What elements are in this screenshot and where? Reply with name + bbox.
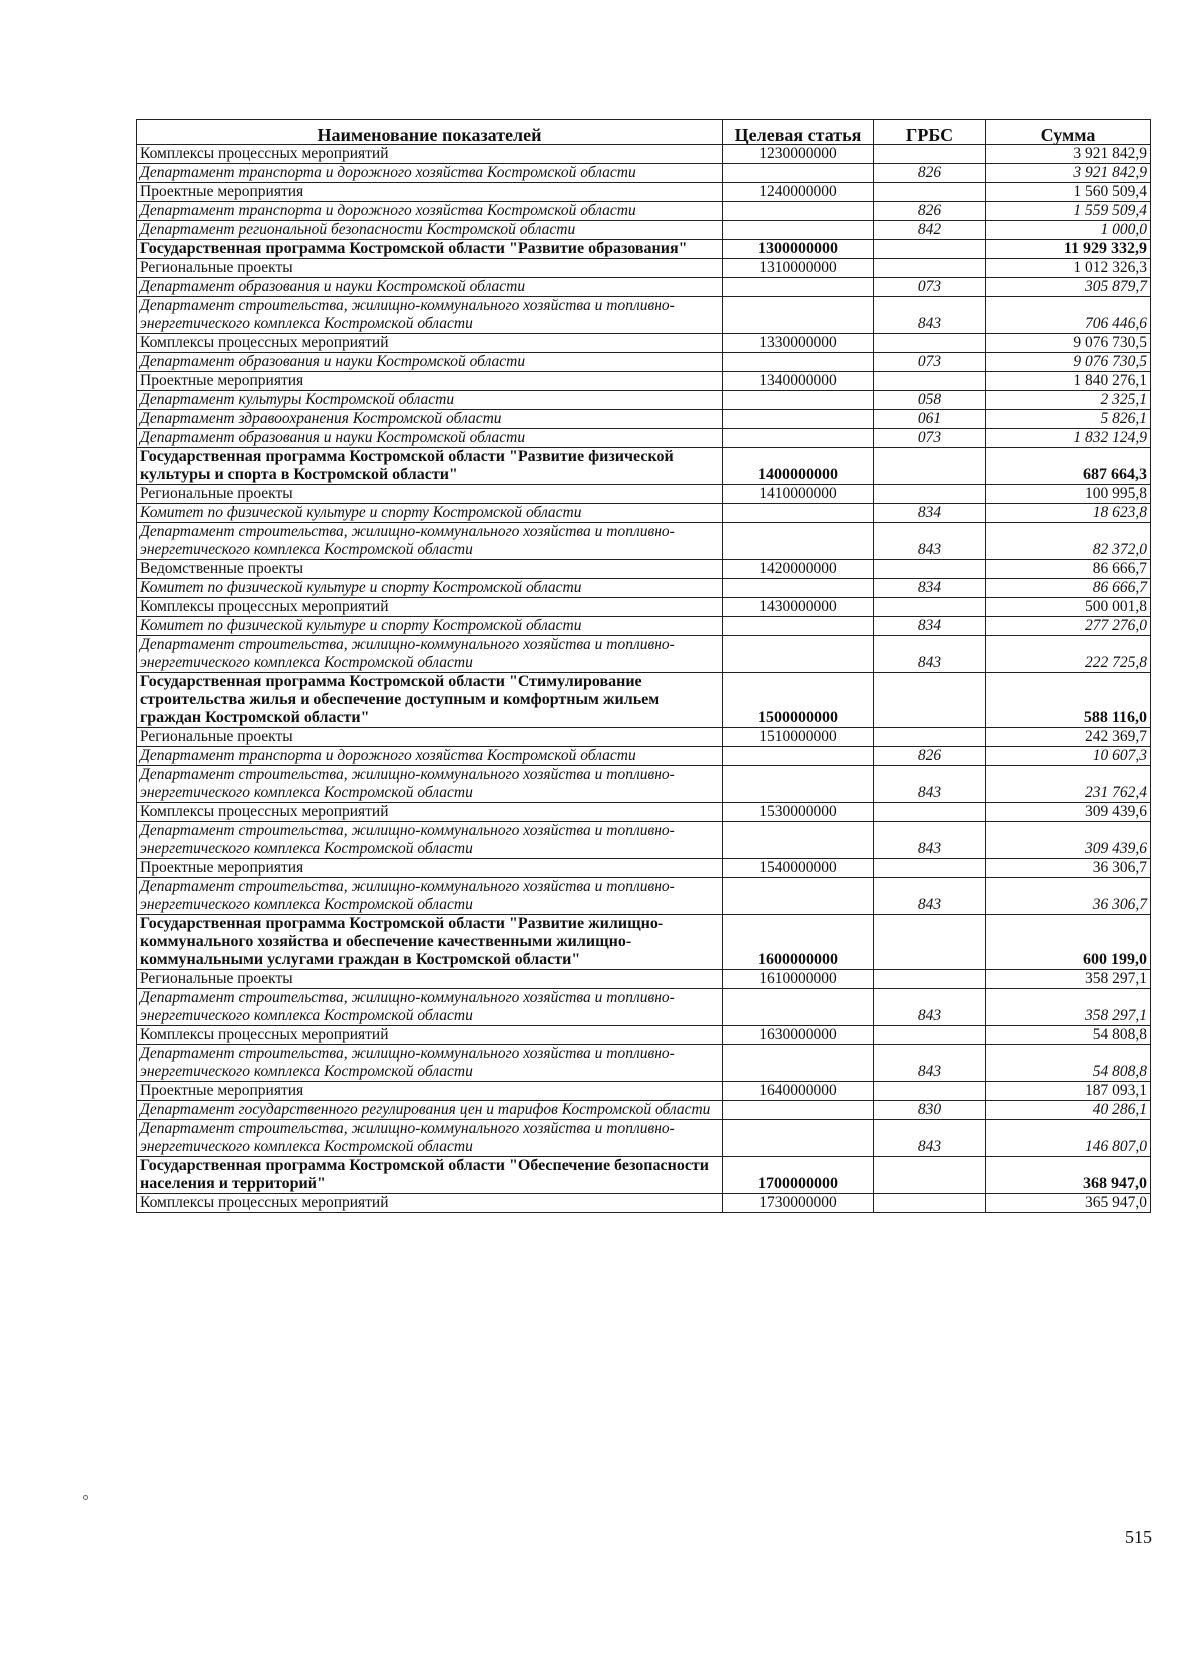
cell-name: Департамент строительства, жилищно-коммунального хозяйства и топливно-энергетического комплекса Костромской области xyxy=(137,636,723,673)
cell-code: 1340000000 xyxy=(723,372,874,391)
cell-name: Департамент строительства, жилищно-коммунального хозяйства и топливно-энергетического комплекса Костромской области xyxy=(137,878,723,915)
cell-name: Комплексы процессных мероприятий xyxy=(137,1026,723,1045)
cell-code: 1730000000 xyxy=(723,1194,874,1213)
cell-sum: 54 808,8 xyxy=(986,1026,1151,1045)
cell-sum: 54 808,8 xyxy=(986,1045,1151,1082)
cell-sum: 1 832 124,9 xyxy=(986,429,1151,448)
cell-code xyxy=(723,429,874,448)
cell-name: Проектные мероприятия xyxy=(137,183,723,202)
cell-sum: 365 947,0 xyxy=(986,1194,1151,1213)
cell-grbs: 843 xyxy=(874,989,986,1026)
cell-sum: 82 372,0 xyxy=(986,523,1151,560)
cell-name: Региональные проекты xyxy=(137,970,723,989)
cell-name: Департамент строительства, жилищно-коммунального хозяйства и топливно-энергетического комплекса Костромской области xyxy=(137,523,723,560)
cell-sum: 500 001,8 xyxy=(986,598,1151,617)
cell-grbs xyxy=(874,859,986,878)
table-row xyxy=(137,915,1151,970)
cell-code xyxy=(723,766,874,803)
cell-grbs xyxy=(874,240,986,259)
cell-grbs xyxy=(874,485,986,504)
cell-name: Департамент государственного регулирования цен и тарифов Костромской области xyxy=(137,1101,723,1120)
cell-name: Региональные проекты xyxy=(137,259,723,278)
cell-name: Ведомственные проекты xyxy=(137,560,723,579)
cell-name: Государственная программа Костромской области "Развитие физической культуры и спорта в Костромской области" xyxy=(137,448,723,485)
table-row xyxy=(137,878,1151,915)
cell-name: Комплексы процессных мероприятий xyxy=(137,598,723,617)
cell-code xyxy=(723,353,874,372)
cell-sum: 1 012 326,3 xyxy=(986,259,1151,278)
cell-name: Департамент строительства, жилищно-коммунального хозяйства и топливно-энергетического комплекса Костромской области xyxy=(137,766,723,803)
table-row xyxy=(137,970,1151,989)
page-number: 515 xyxy=(1125,1527,1152,1547)
table-row xyxy=(137,334,1151,353)
cell-sum: 1 559 509,4 xyxy=(986,202,1151,221)
scan-speck xyxy=(83,1495,88,1500)
cell-sum: 277 276,0 xyxy=(986,617,1151,636)
cell-name: Комплексы процессных мероприятий xyxy=(137,803,723,822)
cell-sum: 36 306,7 xyxy=(986,878,1151,915)
table-row xyxy=(137,429,1151,448)
table-row xyxy=(137,523,1151,560)
cell-code xyxy=(723,278,874,297)
cell-code: 1700000000 xyxy=(723,1157,874,1194)
cell-name: Департамент строительства, жилищно-коммунального хозяйства и топливно-энергетического комплекса Костромской области xyxy=(137,1045,723,1082)
cell-code: 1310000000 xyxy=(723,259,874,278)
cell-grbs xyxy=(874,915,986,970)
cell-code: 1230000000 xyxy=(723,145,874,164)
cell-name: Комитет по физической культуре и спорту Костромской области xyxy=(137,504,723,523)
cell-name: Департамент транспорта и дорожного хозяйства Костромской области xyxy=(137,164,723,183)
table-body xyxy=(137,145,1151,1213)
cell-code: 1510000000 xyxy=(723,728,874,747)
table-row xyxy=(137,448,1151,485)
cell-grbs: 843 xyxy=(874,1120,986,1157)
cell-name: Департамент культуры Костромской области xyxy=(137,391,723,410)
cell-name: Государственная программа Костромской области "Обеспечение безопасности населения и территорий" xyxy=(137,1157,723,1194)
cell-grbs: 843 xyxy=(874,297,986,334)
cell-sum: 687 664,3 xyxy=(986,448,1151,485)
cell-sum: 86 666,7 xyxy=(986,560,1151,579)
table-row xyxy=(137,560,1151,579)
cell-code xyxy=(723,878,874,915)
cell-name: Комплексы процессных мероприятий xyxy=(137,145,723,164)
table-row xyxy=(137,372,1151,391)
cell-sum: 600 199,0 xyxy=(986,915,1151,970)
table-row xyxy=(137,1157,1151,1194)
cell-name: Государственная программа Костромской области "Развитие жилищно-коммунального хозяйства и обеспечение качественными жилищно-коммунальными услугами граждан в Костромской области" xyxy=(137,915,723,970)
cell-grbs: 843 xyxy=(874,766,986,803)
cell-sum: 1 560 509,4 xyxy=(986,183,1151,202)
cell-grbs: 843 xyxy=(874,636,986,673)
cell-sum: 10 607,3 xyxy=(986,747,1151,766)
table-row xyxy=(137,391,1151,410)
cell-grbs: 073 xyxy=(874,353,986,372)
cell-grbs: 843 xyxy=(874,523,986,560)
cell-name: Региональные проекты xyxy=(137,728,723,747)
cell-code: 1400000000 xyxy=(723,448,874,485)
cell-code xyxy=(723,822,874,859)
cell-grbs xyxy=(874,673,986,728)
table-row xyxy=(137,859,1151,878)
cell-sum: 86 666,7 xyxy=(986,579,1151,598)
cell-code: 1540000000 xyxy=(723,859,874,878)
cell-name: Комплексы процессных мероприятий xyxy=(137,334,723,353)
cell-name: Департамент региональной безопасности Костромской области xyxy=(137,221,723,240)
table-row xyxy=(137,579,1151,598)
table-row xyxy=(137,145,1151,164)
cell-sum: 36 306,7 xyxy=(986,859,1151,878)
cell-name: Департамент транспорта и дорожного хозяйства Костромской области xyxy=(137,202,723,221)
cell-code: 1630000000 xyxy=(723,1026,874,1045)
cell-grbs: 843 xyxy=(874,1045,986,1082)
cell-name: Департамент образования и науки Костромской области xyxy=(137,429,723,448)
cell-sum: 358 297,1 xyxy=(986,989,1151,1026)
cell-sum: 588 116,0 xyxy=(986,673,1151,728)
cell-grbs xyxy=(874,598,986,617)
cell-code xyxy=(723,1045,874,1082)
table-row xyxy=(137,221,1151,240)
cell-grbs: 843 xyxy=(874,822,986,859)
cell-grbs: 073 xyxy=(874,429,986,448)
cell-sum: 100 995,8 xyxy=(986,485,1151,504)
cell-code: 1410000000 xyxy=(723,485,874,504)
cell-sum: 222 725,8 xyxy=(986,636,1151,673)
cell-grbs: 826 xyxy=(874,164,986,183)
cell-code xyxy=(723,1120,874,1157)
table-row xyxy=(137,617,1151,636)
cell-sum: 242 369,7 xyxy=(986,728,1151,747)
cell-name: Департамент здравоохранения Костромской области xyxy=(137,410,723,429)
table-row xyxy=(137,1045,1151,1082)
cell-code xyxy=(723,297,874,334)
cell-code xyxy=(723,579,874,598)
cell-sum: 5 826,1 xyxy=(986,410,1151,429)
cell-sum: 146 807,0 xyxy=(986,1120,1151,1157)
cell-code xyxy=(723,989,874,1026)
cell-grbs xyxy=(874,1026,986,1045)
cell-code xyxy=(723,1101,874,1120)
table-row xyxy=(137,803,1151,822)
cell-code xyxy=(723,747,874,766)
table-row xyxy=(137,673,1151,728)
table-row xyxy=(137,240,1151,259)
table-row xyxy=(137,1101,1151,1120)
table-row xyxy=(137,766,1151,803)
table-row xyxy=(137,353,1151,372)
table-row xyxy=(137,1194,1151,1213)
table-row xyxy=(137,410,1151,429)
cell-sum: 2 325,1 xyxy=(986,391,1151,410)
table-row xyxy=(137,822,1151,859)
table-row xyxy=(137,259,1151,278)
cell-sum: 9 076 730,5 xyxy=(986,353,1151,372)
cell-sum: 358 297,1 xyxy=(986,970,1151,989)
header-grbs: ГРБС xyxy=(874,120,986,145)
cell-code: 1300000000 xyxy=(723,240,874,259)
cell-code xyxy=(723,391,874,410)
cell-grbs: 843 xyxy=(874,878,986,915)
cell-sum: 305 879,7 xyxy=(986,278,1151,297)
cell-grbs xyxy=(874,803,986,822)
cell-grbs: 826 xyxy=(874,747,986,766)
cell-code: 1430000000 xyxy=(723,598,874,617)
cell-grbs xyxy=(874,334,986,353)
cell-name: Департамент транспорта и дорожного хозяйства Костромской области xyxy=(137,747,723,766)
cell-code xyxy=(723,504,874,523)
cell-code xyxy=(723,523,874,560)
header-name: Наименование показателей xyxy=(137,120,723,145)
cell-code: 1500000000 xyxy=(723,673,874,728)
cell-grbs: 073 xyxy=(874,278,986,297)
cell-sum: 706 446,6 xyxy=(986,297,1151,334)
cell-grbs xyxy=(874,448,986,485)
cell-name: Департамент строительства, жилищно-коммунального хозяйства и топливно-энергетического комплекса Костромской области xyxy=(137,297,723,334)
cell-name: Проектные мероприятия xyxy=(137,859,723,878)
table-row xyxy=(137,989,1151,1026)
cell-grbs: 826 xyxy=(874,202,986,221)
table-row xyxy=(137,598,1151,617)
cell-code: 1610000000 xyxy=(723,970,874,989)
cell-sum: 40 286,1 xyxy=(986,1101,1151,1120)
cell-code: 1420000000 xyxy=(723,560,874,579)
table-row xyxy=(137,202,1151,221)
cell-sum: 1 840 276,1 xyxy=(986,372,1151,391)
cell-grbs xyxy=(874,560,986,579)
cell-grbs: 842 xyxy=(874,221,986,240)
cell-grbs xyxy=(874,372,986,391)
cell-grbs: 061 xyxy=(874,410,986,429)
cell-code: 1530000000 xyxy=(723,803,874,822)
cell-sum: 309 439,6 xyxy=(986,803,1151,822)
cell-name: Комитет по физической культуре и спорту Костромской области xyxy=(137,617,723,636)
cell-code: 1330000000 xyxy=(723,334,874,353)
cell-name: Государственная программа Костромской области "Стимулирование строительства жилья и обеспечение доступным и комфортным жильем граждан Костромской области" xyxy=(137,673,723,728)
cell-grbs: 830 xyxy=(874,1101,986,1120)
table-row xyxy=(137,278,1151,297)
cell-name: Проектные мероприятия xyxy=(137,372,723,391)
cell-sum: 187 093,1 xyxy=(986,1082,1151,1101)
cell-name: Комплексы процессных мероприятий xyxy=(137,1194,723,1213)
table-row xyxy=(137,183,1151,202)
cell-sum: 3 921 842,9 xyxy=(986,164,1151,183)
cell-grbs: 058 xyxy=(874,391,986,410)
cell-name: Департамент строительства, жилищно-коммунального хозяйства и топливно-энергетического комплекса Костромской области xyxy=(137,989,723,1026)
table-row xyxy=(137,747,1151,766)
cell-sum: 231 762,4 xyxy=(986,766,1151,803)
table-row xyxy=(137,1082,1151,1101)
cell-code xyxy=(723,164,874,183)
cell-sum: 368 947,0 xyxy=(986,1157,1151,1194)
table-row xyxy=(137,485,1151,504)
cell-code: 1600000000 xyxy=(723,915,874,970)
budget-table xyxy=(136,119,1151,1213)
table-header-row xyxy=(137,120,1151,145)
cell-name: Департамент образования и науки Костромской области xyxy=(137,353,723,372)
cell-sum: 18 623,8 xyxy=(986,504,1151,523)
cell-grbs xyxy=(874,145,986,164)
cell-code xyxy=(723,636,874,673)
cell-sum: 1 000,0 xyxy=(986,221,1151,240)
cell-name: Департамент строительства, жилищно-коммунального хозяйства и топливно-энергетического комплекса Костромской области xyxy=(137,822,723,859)
cell-name: Департамент образования и науки Костромской области xyxy=(137,278,723,297)
table-row xyxy=(137,297,1151,334)
header-sum: Сумма xyxy=(986,120,1151,145)
header-code: Целевая статья xyxy=(723,120,874,145)
cell-name: Департамент строительства, жилищно-коммунального хозяйства и топливно-энергетического комплекса Костромской области xyxy=(137,1120,723,1157)
cell-code xyxy=(723,617,874,636)
table-row xyxy=(137,1026,1151,1045)
table-row xyxy=(137,1120,1151,1157)
table-row xyxy=(137,636,1151,673)
cell-grbs xyxy=(874,1082,986,1101)
cell-code xyxy=(723,202,874,221)
cell-name: Государственная программа Костромской области "Развитие образования" xyxy=(137,240,723,259)
table-row xyxy=(137,504,1151,523)
cell-sum: 3 921 842,9 xyxy=(986,145,1151,164)
cell-grbs xyxy=(874,183,986,202)
cell-code: 1640000000 xyxy=(723,1082,874,1101)
cell-name: Проектные мероприятия xyxy=(137,1082,723,1101)
cell-sum: 9 076 730,5 xyxy=(986,334,1151,353)
table-row xyxy=(137,728,1151,747)
cell-sum: 309 439,6 xyxy=(986,822,1151,859)
cell-grbs xyxy=(874,1194,986,1213)
cell-grbs xyxy=(874,259,986,278)
cell-sum: 11 929 332,9 xyxy=(986,240,1151,259)
cell-grbs xyxy=(874,970,986,989)
cell-code: 1240000000 xyxy=(723,183,874,202)
table-row xyxy=(137,164,1151,183)
cell-code xyxy=(723,221,874,240)
cell-code xyxy=(723,410,874,429)
cell-grbs xyxy=(874,728,986,747)
cell-grbs: 834 xyxy=(874,617,986,636)
cell-name: Региональные проекты xyxy=(137,485,723,504)
cell-grbs xyxy=(874,1157,986,1194)
cell-grbs: 834 xyxy=(874,504,986,523)
cell-name: Комитет по физической культуре и спорту Костромской области xyxy=(137,579,723,598)
cell-grbs: 834 xyxy=(874,579,986,598)
